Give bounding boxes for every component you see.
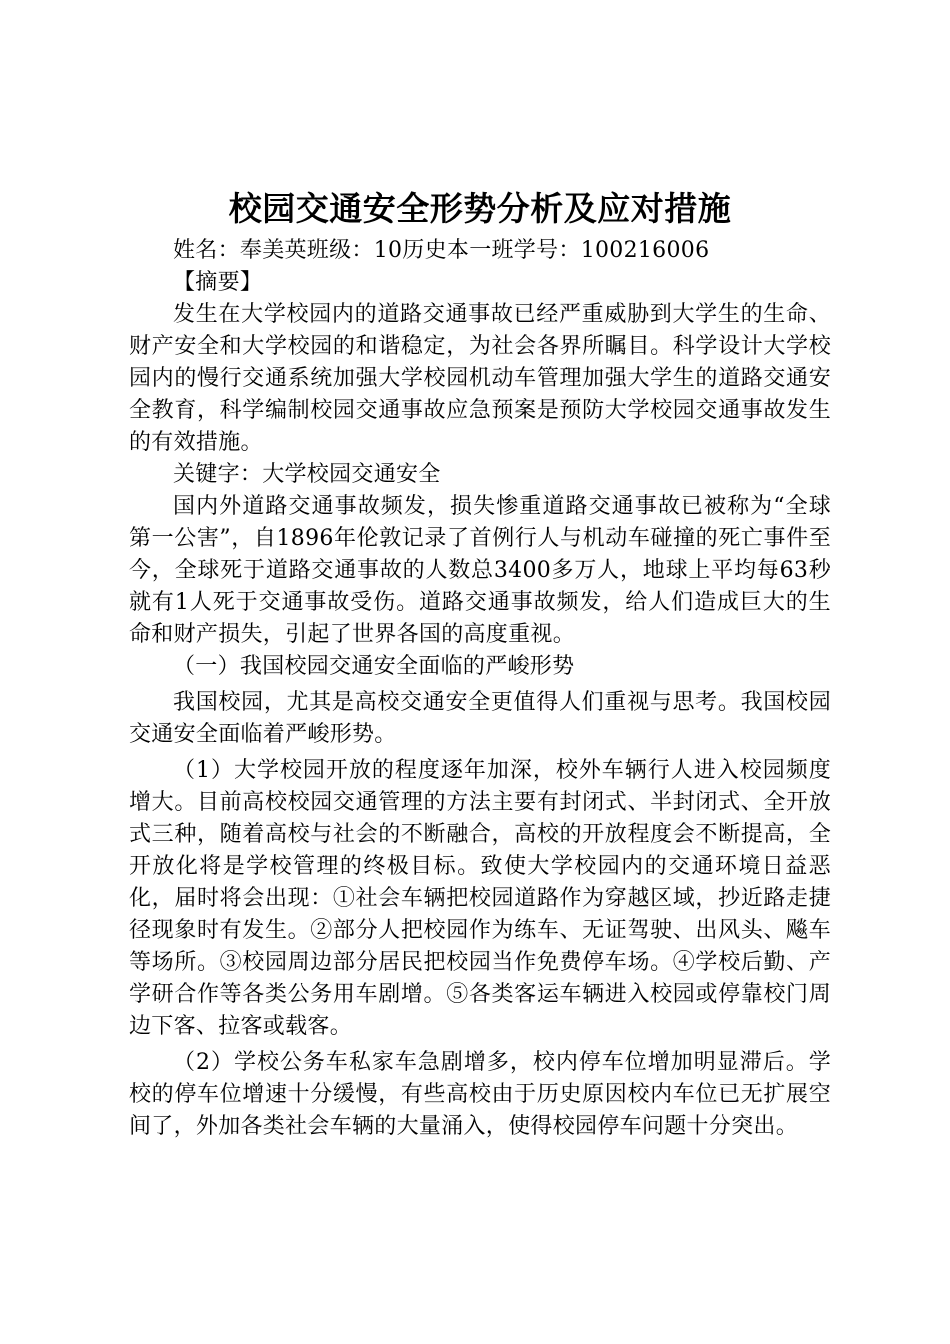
author-line: 姓名：奉美英班级：10历史本一班学号：100216006 <box>173 238 710 263</box>
point-2-paragraph: （2）学校公务车私家车急剧增多，校内停车位增加明显滞后。学校的停车位增速十分缓慢，有些高校由于历史原因校内车位已无扩展空间了，外加各类社会车辆的大量涌入，使得校园停车问题十分突出。 <box>129 1050 831 1139</box>
document-title: 校园交通安全形势分析及应对措施 <box>228 189 732 228</box>
abstract-heading: 【摘要】 <box>173 270 263 295</box>
keywords-line: 关键字：大学校园交通安全 <box>173 462 441 487</box>
section-paragraph: 我国校园，尤其是高校交通安全更值得人们重视与思考。我国校园交通安全面临着严峻形势。 <box>129 690 831 747</box>
section-heading: （一）我国校园交通安全面临的严峻形势 <box>173 654 575 679</box>
point-1-paragraph: （1）大学校园开放的程度逐年加深，校外车辆行人进入校园频度增大。目前高校校园交通管理的方法主要有封闭式、半封闭式、全开放式三种，随着高校与社会的不断融合，高校的开放程度会不断提高，全开放化将是学校管理的终极目标。致使大学校园内的交通环境日益恶化，届时将会出现：①社会车辆把校园道路作为穿越区域，抄近路走捷径现象时有发生。②部分人把校园作为练车、无证驾驶、出风头、飚车等场所。③校园周边部分居民把校园当作免费停车场。④学校后勤、产学研合作等各类公务用车剧增。⑤各类客运车辆进入校园或停靠校门周边下客、拉客或载客。 <box>129 758 831 1039</box>
abstract-paragraph: 发生在大学校园内的道路交通事故已经严重威胁到大学生的生命、财产安全和大学校园的和谐稳定，为社会各界所瞩目。科学设计大学校园内的慢行交通系统加强大学校园机动车管理加强大学生的道路交通安全教育，科学编制校园交通事故应急预案是预防大学校园交通事故发生的有效措施。 <box>129 302 831 455</box>
intro-paragraph: 国内外道路交通事故频发，损失惨重道路交通事故已被称为“全球第一公害”，自1896年伦敦记录了首例行人与机动车碰撞的死亡事件至今，全球死于道路交通事故的人数总3400多万人，地球上平均每63秒就有1人死于交通事故受伤。道路交通事故频发，给人们造成巨大的生命和财产损失，引起了世界各国的高度重视。 <box>129 494 831 647</box>
document-page <box>129 185 831 1143</box>
